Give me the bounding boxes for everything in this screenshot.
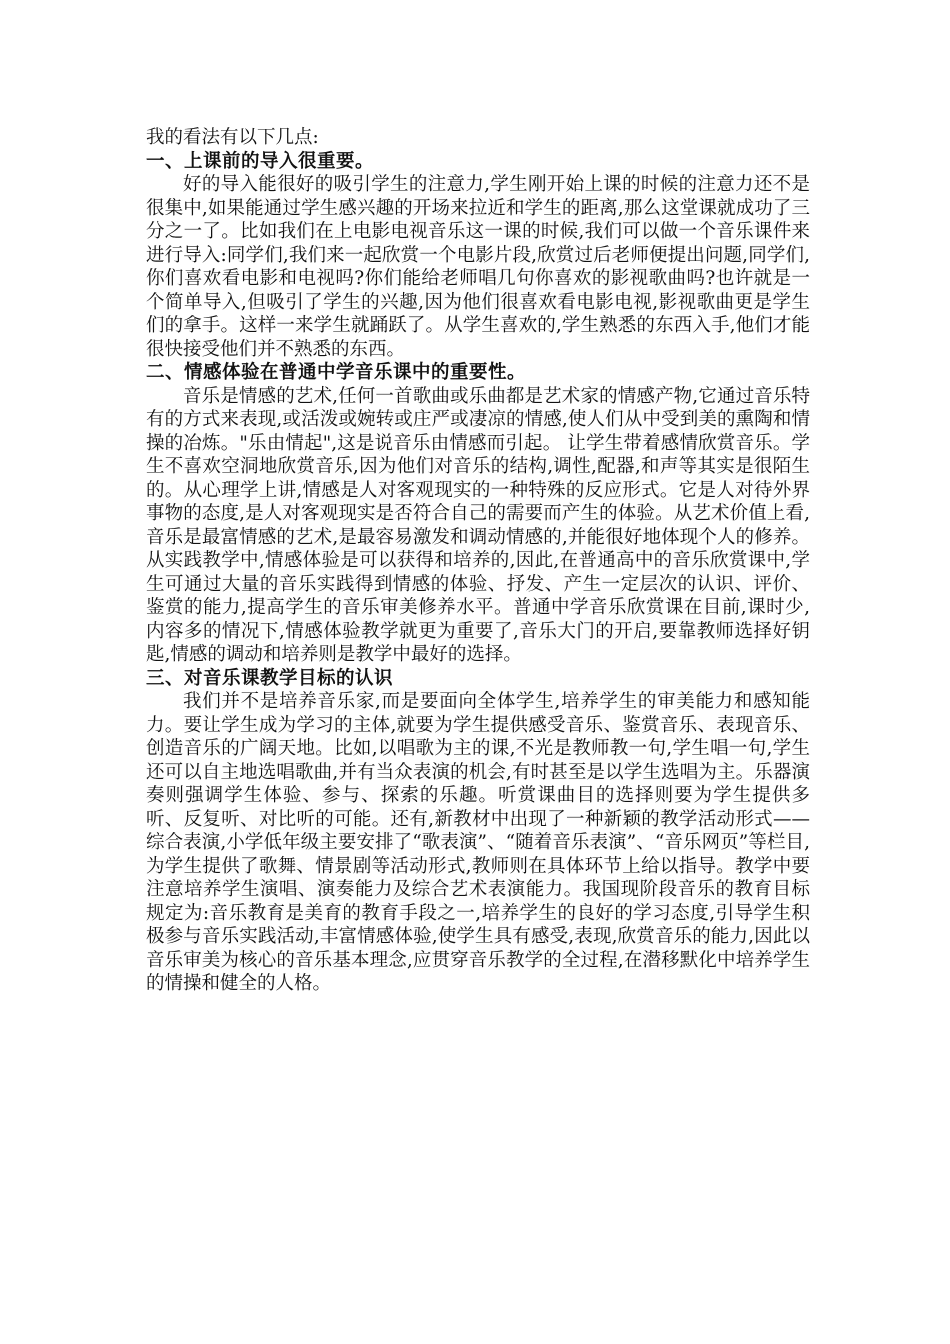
intro-line: 我的看法有以下几点: [146,127,319,148]
section-3-paragraph: 我们并不是培养音乐家,而是要面向全体学生,培养学生的审美能力和感知能力。要让学生成为学习的主体,就要为学生提供感受音乐、鉴赏音乐、表现音乐、创造音乐的广阔天地。比如,以唱歌为主的课,不光是教师教一句,学生唱一句,学生还可以自主地选唱歌曲,并有当众表演的机会,有时甚至是以学生选唱为主。乐器演奏则强调学生体验、参与、探索的乐趣。听赏课曲目的选择则要为学生提供多听、反复听、对比听的可能。还有,新教材中出现了一种新颖的教学活动形式——综合表演,小学低年级主要安排了“歌表演”、“随着音乐表演”、“音乐网页”等栏目,为学生提供了歌舞、情景剧等活动形式,教师则在具体环节上给以指导。教学中要注意培养学生演唱、演奏能力及综合艺术表演能力。我国现阶段音乐的教育目标规定为:音乐教育是美育的教育手段之一,培养学生的良好的学习态度,引导学生积极参与音乐实践活动,丰富情感体验,使学生具有感受,表现,欣赏音乐的能力,因此以音乐审美为核心的音乐基本理念,应贯穿音乐教学的全过程,在潜移默化中培养学生的情操和健全的人格。 [146,691,810,994]
section-1-paragraph: 好的导入能很好的吸引学生的注意力,学生刚开始上课的时候的注意力还不是很集中,如果能通过学生感兴趣的开场来拉近和学生的距离,那么这堂课就成功了三分之一了。比如我们在上电影电视音乐这一课的时候,我们可以做一个音乐课件来进行导入:同学们,我们来一起欣赏一个电影片段,欣赏过后老师便提出问题,同学们,你们喜欢看电影和电视吗?你们能给老师唱几句你喜欢的影视歌曲吗?也许就是一个简单导入,但吸引了学生的兴趣,因为他们很喜欢看电影电视,影视歌曲更是学生们的拿手。这样一来学生就踊跃了。从学生喜欢的,学生熟悉的东西入手,他们才能很快接受他们并不熟悉的东西。 [146,174,810,360]
section-heading-1: 一、上课前的导入很重要。 [146,150,375,172]
document-page [146,126,810,996]
section-heading-2: 二、情感体验在普通中学音乐课中的重要性。 [146,362,527,383]
section-heading-3: 三、对音乐课教学目标的认识 [146,667,394,689]
section-2-paragraph: 音乐是情感的艺术,任何一首歌曲或乐曲都是艺术家的情感产物,它通过音乐特有的方式来表现,或活泼或婉转或庄严或凄凉的情感,使人们从中受到美的熏陶和情操的冶炼。"乐由情起",这是说音乐由情感而引起。 让学生带着感情欣赏音乐。学生不喜欢空洞地欣赏音乐,因为他们对音乐的结构,调性,配器,和声等其实是很陌生的。从心理学上讲,情感是人对客观现实的一种特殊的反应形式。它是人对待外界事物的态度,是人对客观现实是否符合自己的需要而产生的体验。从艺术价值上看,音乐是最富情感的艺术,是最容易激发和调动情感的,并能很好地体现个人的修养。从实践教学中,情感体验是可以获得和培养的,因此,在普通高中的音乐欣赏课中,学生可通过大量的音乐实践得到情感的体验、抒发、产生一定层次的认识、评价、鉴赏的能力,提高学生的音乐审美修养水平。普通中学音乐欣赏课在目前,课时少,内容多的情况下,情感体验教学就更为重要了,音乐大门的开启,要靠教师选择好钥匙,情感的调动和培养则是教学中最好的选择。 [146,385,810,665]
